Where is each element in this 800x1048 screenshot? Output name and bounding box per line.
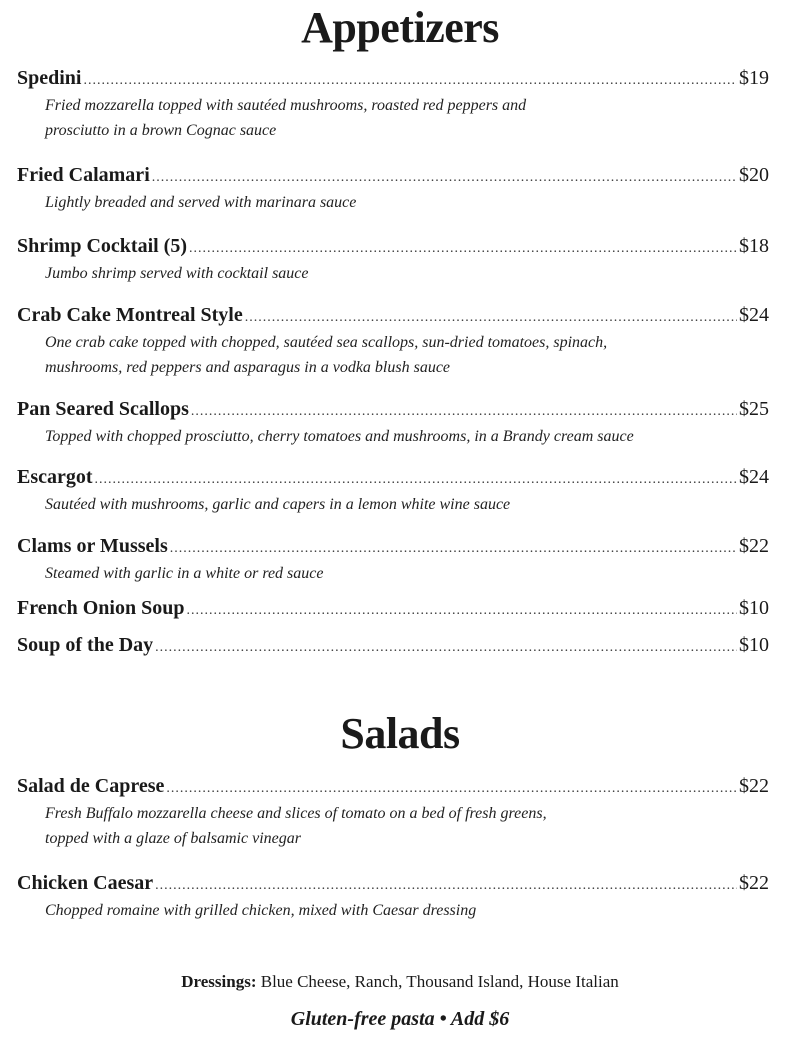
dot-leader — [166, 777, 737, 801]
item-description: Fried mozzarella topped with sautéed mushrooms, roasted red peppers and prosciutto in a brown Cognac sauce — [45, 97, 527, 139]
menu-item-crab-cake — [17, 303, 769, 380]
item-price: $24 — [739, 466, 769, 488]
menu-item-fried-calamari — [17, 163, 769, 215]
menu-item-shrimp-cocktail — [17, 234, 769, 286]
item-price: $18 — [739, 235, 769, 257]
item-description: One crab cake topped with chopped, sautéed sea scallops, sun-dried tomatoes, spinach, mushrooms, red peppers and asparagus in a vodka blush sauce — [45, 334, 608, 376]
item-price: $10 — [739, 634, 769, 656]
item-price: $24 — [739, 304, 769, 326]
dot-leader — [189, 237, 737, 261]
item-name: Spedini — [17, 67, 82, 89]
menu-item-salad-de-caprese — [17, 774, 769, 851]
menu-item-chicken-caesar — [17, 871, 769, 923]
menu-item-spedini — [17, 66, 769, 143]
item-description: Steamed with garlic in a white or red sauce — [45, 565, 324, 582]
dot-leader — [186, 599, 737, 623]
item-price: $19 — [739, 67, 769, 89]
item-name: Escargot — [17, 466, 93, 488]
dot-leader — [155, 636, 737, 660]
item-description: Sautéed with mushrooms, garlic and capers in a lemon white wine sauce — [45, 496, 511, 513]
item-name: French Onion Soup — [17, 597, 185, 619]
salads-heading: Salads — [340, 709, 460, 758]
item-name: Clams or Mussels — [17, 535, 168, 557]
menu-item-clams-or-mussels — [17, 534, 769, 586]
menu-item-pan-seared-scallops — [17, 397, 769, 449]
item-description: Jumbo shrimp served with cocktail sauce — [45, 265, 309, 282]
dot-leader — [245, 306, 737, 330]
dot-leader — [152, 166, 737, 190]
dot-leader — [83, 69, 737, 93]
gluten-free-note: Gluten-free pasta • Add $6 — [290, 1008, 510, 1030]
item-price: $20 — [739, 164, 769, 186]
menu-item-escargot — [17, 465, 769, 517]
item-description: Lightly breaded and served with marinara sauce — [45, 194, 357, 211]
dot-leader — [95, 468, 737, 492]
item-price: $25 — [739, 398, 769, 420]
dot-leader — [191, 400, 737, 424]
item-name: Pan Seared Scallops — [17, 398, 189, 420]
item-name: Salad de Caprese — [17, 775, 165, 797]
item-name: Crab Cake Montreal Style — [17, 304, 243, 326]
item-price: $22 — [739, 535, 769, 557]
item-name: Chicken Caesar — [17, 872, 154, 894]
dot-leader — [170, 537, 737, 561]
dressings-label: Dressings: — [181, 972, 257, 991]
dressings-list: Blue Cheese, Ranch, Thousand Island, House Italian — [260, 972, 619, 991]
item-name: Soup of the Day — [17, 634, 154, 656]
menu-item-french-onion-soup — [17, 596, 769, 623]
dot-leader — [155, 874, 737, 898]
item-price: $22 — [739, 775, 769, 797]
item-price: $10 — [739, 597, 769, 619]
item-name: Shrimp Cocktail (5) — [17, 235, 187, 257]
menu-item-soup-of-the-day — [17, 633, 769, 660]
appetizers-heading: Appetizers — [301, 3, 499, 52]
item-description: Topped with chopped prosciutto, cherry tomatoes and mushrooms, in a Brandy cream sauce — [45, 428, 634, 445]
item-name: Fried Calamari — [17, 164, 150, 186]
dressings-note — [0, 972, 800, 992]
item-price: $22 — [739, 872, 769, 894]
item-description: Fresh Buffalo mozzarella cheese and slices of tomato on a bed of fresh greens, topped with a glaze of balsamic vinegar — [45, 805, 547, 847]
item-description: Chopped romaine with grilled chicken, mixed with Caesar dressing — [45, 902, 477, 919]
